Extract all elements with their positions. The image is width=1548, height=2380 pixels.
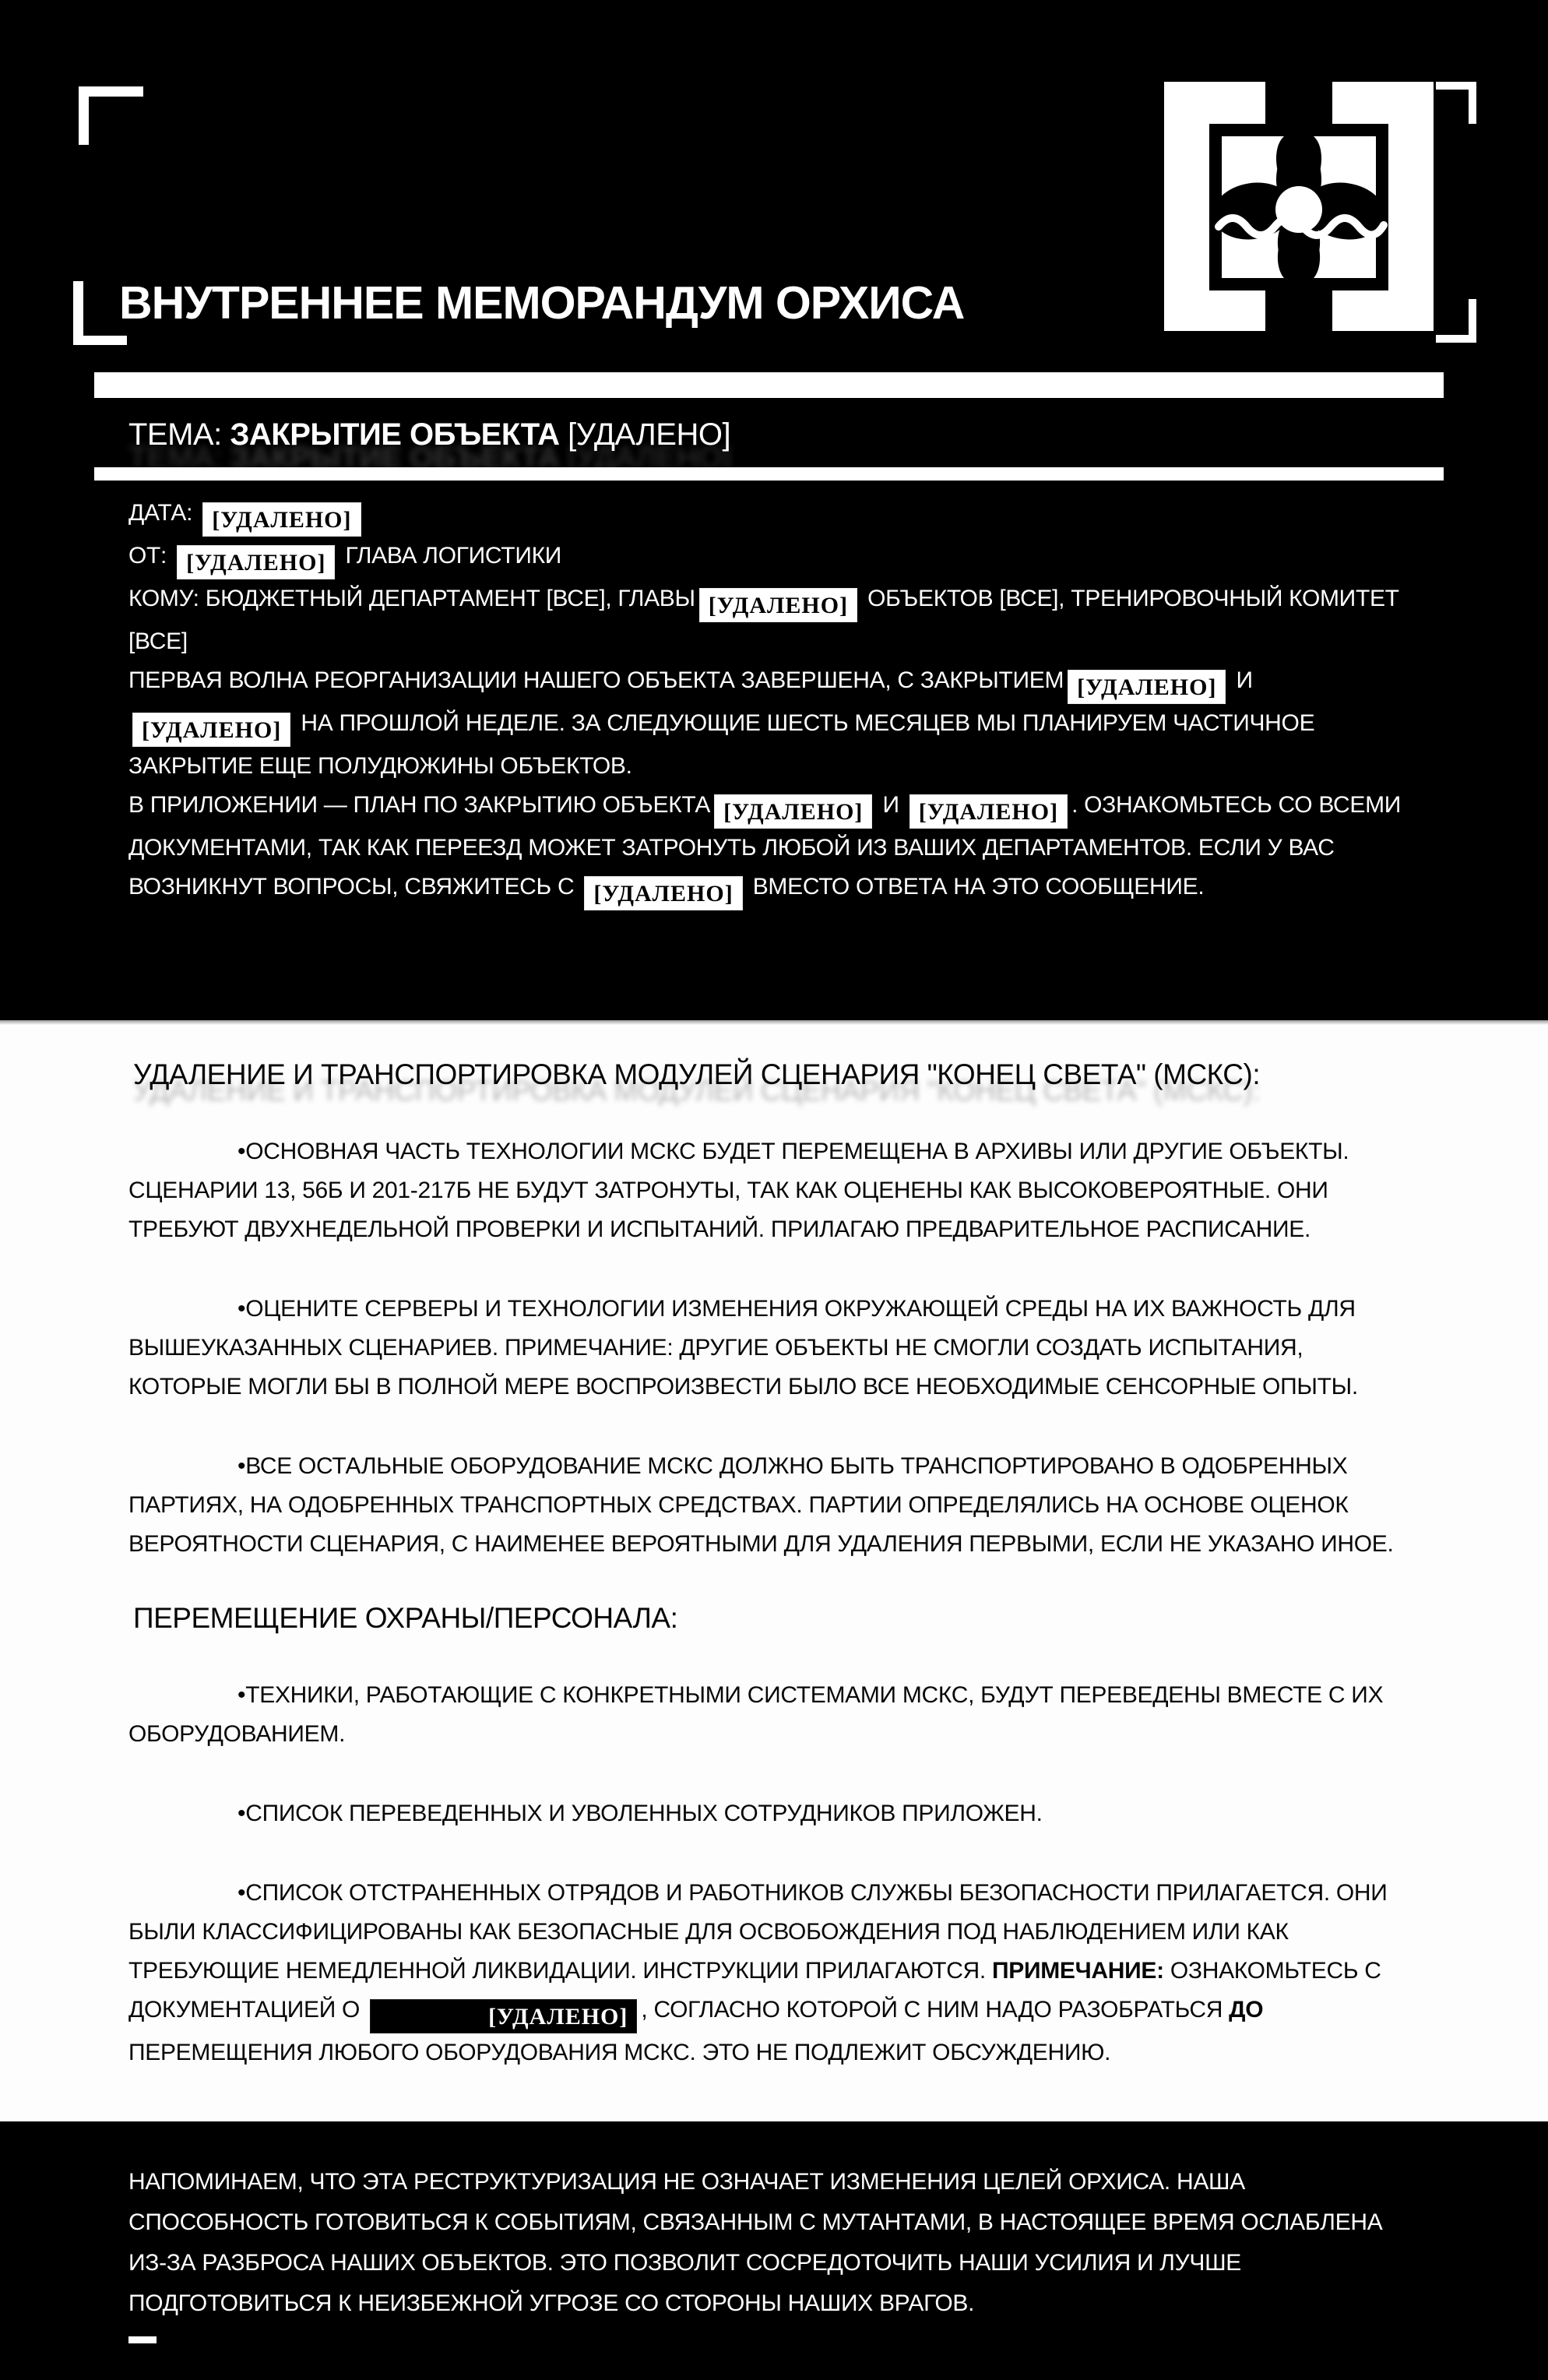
text-run: •СПИСОК ПЕРЕВЕДЕННЫХ И УВОЛЕННЫХ СОТРУДНИКОВ ПРИЛОЖЕН. xyxy=(237,1801,1043,1826)
text-run: ТЕМА: xyxy=(128,417,230,452)
text-run: ОТ: xyxy=(128,543,174,569)
text-run: КОМУ: БЮДЖЕТНЫЙ ДЕПАРТАМЕНТ [ВСЕ], ГЛАВЫ xyxy=(128,586,695,611)
redacted-stamp: [УДАЛЕНО] xyxy=(699,588,857,622)
corner-bracket-bottom-right-icon xyxy=(1436,299,1476,343)
text-run: В ПРИЛОЖЕНИИ — ПЛАН ПО ЗАКРЫТИЮ ОБЪЕКТА xyxy=(128,792,711,818)
orchis-flower-logo-icon xyxy=(1164,80,1434,336)
text-run: •СПИСОК ОТСТРАНЕННЫХ ОТРЯДОВ И РАБОТНИКОВ СЛУЖБЫ БЕЗОПАСНОСТИ ПРИЛАГАЕТСЯ. ОНИ БЫЛИ КЛАССИФИЦИРОВАНЫ КАК БЕЗОПАСНЫЕ ДЛЯ ОСВОБОЖДЕНИЯ ПОД НАБЛЮДЕНИЕМ ИЛИ КАК ТРЕБУЮЩИЕ НЕМЕДЛЕННОЙ ЛИКВИДАЦИИ. ИНСТРУКЦИИ ПРИЛАГАЮТСЯ. xyxy=(128,1880,1388,1984)
text-run: , СОГЛАСНО КОТОРОЙ С НИМ НАДО РАЗОБРАТЬСЯ xyxy=(641,1997,1230,2023)
bullet-item xyxy=(128,1676,1420,1754)
bullet-item xyxy=(128,1794,1420,1833)
memo-title: ВНУТРЕННЕЕ МЕМОРАНДУМ ОРХИСА xyxy=(119,277,965,329)
meta-line-to xyxy=(128,579,1417,661)
text-run: ПЕРВАЯ ВОЛНА РЕОРГАНИЗАЦИИ НАШЕГО ОБЪЕКТА ЗАВЕРШЕНА, С ЗАКРЫТИЕМ xyxy=(128,667,1064,693)
redacted-stamp: [УДАЛЕНО] xyxy=(584,876,742,910)
text-run: . ОЗНАКОМЬТЕСЬ СО ВСЕМИ ДОКУМЕНТАМИ, ТАК КАК ПЕРЕЕЗД МОЖЕТ ЗАТРОНУТЬ ЛЮБОЙ ИЗ ВАШИХ ДЕПАРТАМЕНТОВ. ЕСЛИ У ВАС ВОЗНИКНУТ ВОПРОСЫ, СВЯЖИТЕСЬ С xyxy=(128,792,1402,900)
text-run: •ВСЕ ОСТАЛЬНЫЕ ОБОРУДОВАНИЕ МСКС ДОЛЖНО БЫТЬ ТРАНСПОРТИРОВАНО В ОДОБРЕННЫХ ПАРТИЯХ, НА ОДОБРЕННЫХ ТРАНСПОРТНЫХ СРЕДСТВАХ. ПАРТИИ ОПРЕДЕЛЯЛИСЬ НА ОСНОВЕ ОЦЕНОК ВЕРОЯТНОСТИ СЦЕНАРИЯ, С НАИМЕНЕЕ ВЕРОЯТНЫМИ ДЛЯ УДАЛЕНИЯ ПЕРВЫМИ, ЕСЛИ НЕ УКАЗАНО ИНОЕ. xyxy=(128,1453,1394,1557)
redacted-stamp: [УДАЛЕНО] xyxy=(909,794,1068,829)
text-run: •ТЕХНИКИ, РАБОТАЮЩИЕ С КОНКРЕТНЫМИ СИСТЕМАМИ МСКС, БУДУТ ПЕРЕВЕДЕНЫ ВМЕСТЕ С ИХ ОБОРУДОВАНИЕМ. xyxy=(128,1682,1384,1747)
text-run: •ОСНОВНАЯ ЧАСТЬ ТЕХНОЛОГИИ МСКС БУДЕТ ПЕРЕМЕЩЕНА В АРХИВЫ ИЛИ ДРУГИЕ ОБЪЕКТЫ. СЦЕНАРИИ 13, 56Б И 201-217Б НЕ БУДУТ ЗАТРОНУТЫ, ТАК КАК ОЦЕНЕНЫ КАК ВЫСОКОВЕРОЯТНЫЕ. ОНИ ТРЕБУЮТ ДВУХНЕДЕЛЬНОЙ ПРОВЕРКИ И ИСПЫТАНИЙ. ПРИЛАГАЮ ПРЕДВАРИТЕЛЬНОЕ РАСПИСАНИЕ. xyxy=(128,1139,1349,1242)
text-run: И xyxy=(1230,667,1253,693)
intro-paragraph xyxy=(128,661,1417,786)
bullet-item xyxy=(128,1447,1420,1564)
footer-dash xyxy=(128,2336,157,2343)
text-run: ОБЪЕКТОВ [ВСЕ], ТРЕНИРОВОЧНЫЙ КОМИТЕТ [ВСЕ] xyxy=(128,586,1399,654)
meta-line-from xyxy=(128,537,1417,579)
divider-bar-thin xyxy=(94,467,1444,481)
corner-bracket-top-left-icon xyxy=(79,86,143,145)
redacted-stamp: [УДАЛЕНО] xyxy=(370,1999,637,2033)
text-run: •ОЦЕНИТЕ СЕРВЕРЫ И ТЕХНОЛОГИИ ИЗМЕНЕНИЯ ОКРУЖАЮЩЕЙ СРЕДЫ НА ИХ ВАЖНОСТЬ ДЛЯ ВЫШЕУКАЗАННЫХ СЦЕНАРИЕВ. ПРИМЕЧАНИЕ: ДРУГИЕ ОБЪЕКТЫ НЕ СМОГЛИ СОЗДАТЬ ИСПЫТАНИЯ, КОТОРЫЕ МОГЛИ БЫ В ПОЛНОЙ МЕРЕ ВОСПРОИЗВЕСТИ БЫЛО ВСЕ НЕОБХОДИМЫЕ СЕНСОРНЫЕ ОПЫТЫ. xyxy=(128,1296,1358,1399)
text-run: НА ПРОШЛОЙ НЕДЕЛЕ. ЗА СЛЕДУЮЩИЕ ШЕСТЬ МЕСЯЦЕВ МЫ ПЛАНИРУЕМ ЧАСТИЧНОЕ ЗАКРЫТИЕ ЕЩЕ ПОЛУДЮЖИНЫ ОБЪЕКТОВ. xyxy=(128,710,1315,779)
text-run: ДАТА: xyxy=(128,500,199,526)
text-run: И xyxy=(876,792,906,818)
divider-bar-thick xyxy=(94,372,1444,398)
text-run: ВМЕСТО ОТВЕТА НА ЭТО СООБЩЕНИЕ. xyxy=(746,874,1205,900)
section-heading-msks: УДАЛЕНИЕ И ТРАНСПОРТИРОВКА МОДУЛЕЙ СЦЕНАРИЯ "КОНЕЦ СВЕТА" (МСКС): xyxy=(133,1058,1261,1090)
section-heading-personnel: ПЕРЕМЕЩЕНИЕ ОХРАНЫ/ПЕРСОНАЛА: xyxy=(133,1602,678,1634)
memo-footer xyxy=(0,2121,1548,2380)
memo-meta-block xyxy=(128,494,1417,910)
memo-header xyxy=(0,0,1548,1020)
text-run: [УДАЛЕНО] xyxy=(559,417,731,452)
redacted-stamp: [УДАЛЕНО] xyxy=(714,794,872,829)
intro-paragraph xyxy=(128,786,1417,910)
redacted-stamp: [УДАЛЕНО] xyxy=(1068,670,1226,704)
bullet-item xyxy=(128,1290,1420,1407)
text-run: ОЗНАКОМЬТЕСЬ С ДОКУМЕНТАЦИЕЙ О xyxy=(128,1958,1381,2023)
memo-paper-body xyxy=(0,1020,1548,2121)
bullet-item xyxy=(128,1132,1420,1249)
bold-text-run: ДО xyxy=(1229,1997,1264,2023)
redacted-stamp: [УДАЛЕНО] xyxy=(202,502,361,537)
bullet-item xyxy=(128,1874,1420,2072)
memo-subject-line xyxy=(128,417,730,452)
redacted-stamp: [УДАЛЕНО] xyxy=(132,713,290,747)
redacted-stamp: [УДАЛЕНО] xyxy=(177,545,335,579)
text-run: ГЛАВА ЛОГИСТИКИ xyxy=(339,543,562,569)
bold-text-run: ПРИМЕЧАНИЕ: xyxy=(992,1958,1164,1984)
bold-text-run: ЗАКРЫТИЕ ОБЪЕКТА xyxy=(230,417,560,452)
corner-bracket-top-right-icon xyxy=(1436,82,1476,124)
meta-line-date xyxy=(128,494,1417,537)
footer-paragraph: НАПОМИНАЕМ, ЧТО ЭТА РЕСТРУКТУРИЗАЦИЯ НЕ ОЗНАЧАЕТ ИЗМЕНЕНИЯ ЦЕЛЕЙ ОРХИСА. НАША СПОСОБНОСТЬ ГОТОВИТЬСЯ К СОБЫТИЯМ, СВЯЗАННЫМ С МУТАНТАМИ, В НАСТОЯЩЕЕ ВРЕМЯ ОСЛАБЛЕНА ИЗ-ЗА РАЗБРОСА НАШИХ ОБЪЕКТОВ. ЭТО ПОЗВОЛИТ СОСРЕДОТОЧИТЬ НАШИ УСИЛИЯ И ЛУЧШЕ ПОДГОТОВИТЬСЯ К НЕИЗБЕЖНОЙ УГРОЗЕ СО СТОРОНЫ НАШИХ ВРАГОВ. xyxy=(128,2169,1383,2316)
text-run: ПЕРЕМЕЩЕНИЯ ЛЮБОГО ОБОРУДОВАНИЯ МСКС. ЭТО НЕ ПОДЛЕЖИТ ОБСУЖДЕНИЮ. xyxy=(128,2040,1111,2065)
